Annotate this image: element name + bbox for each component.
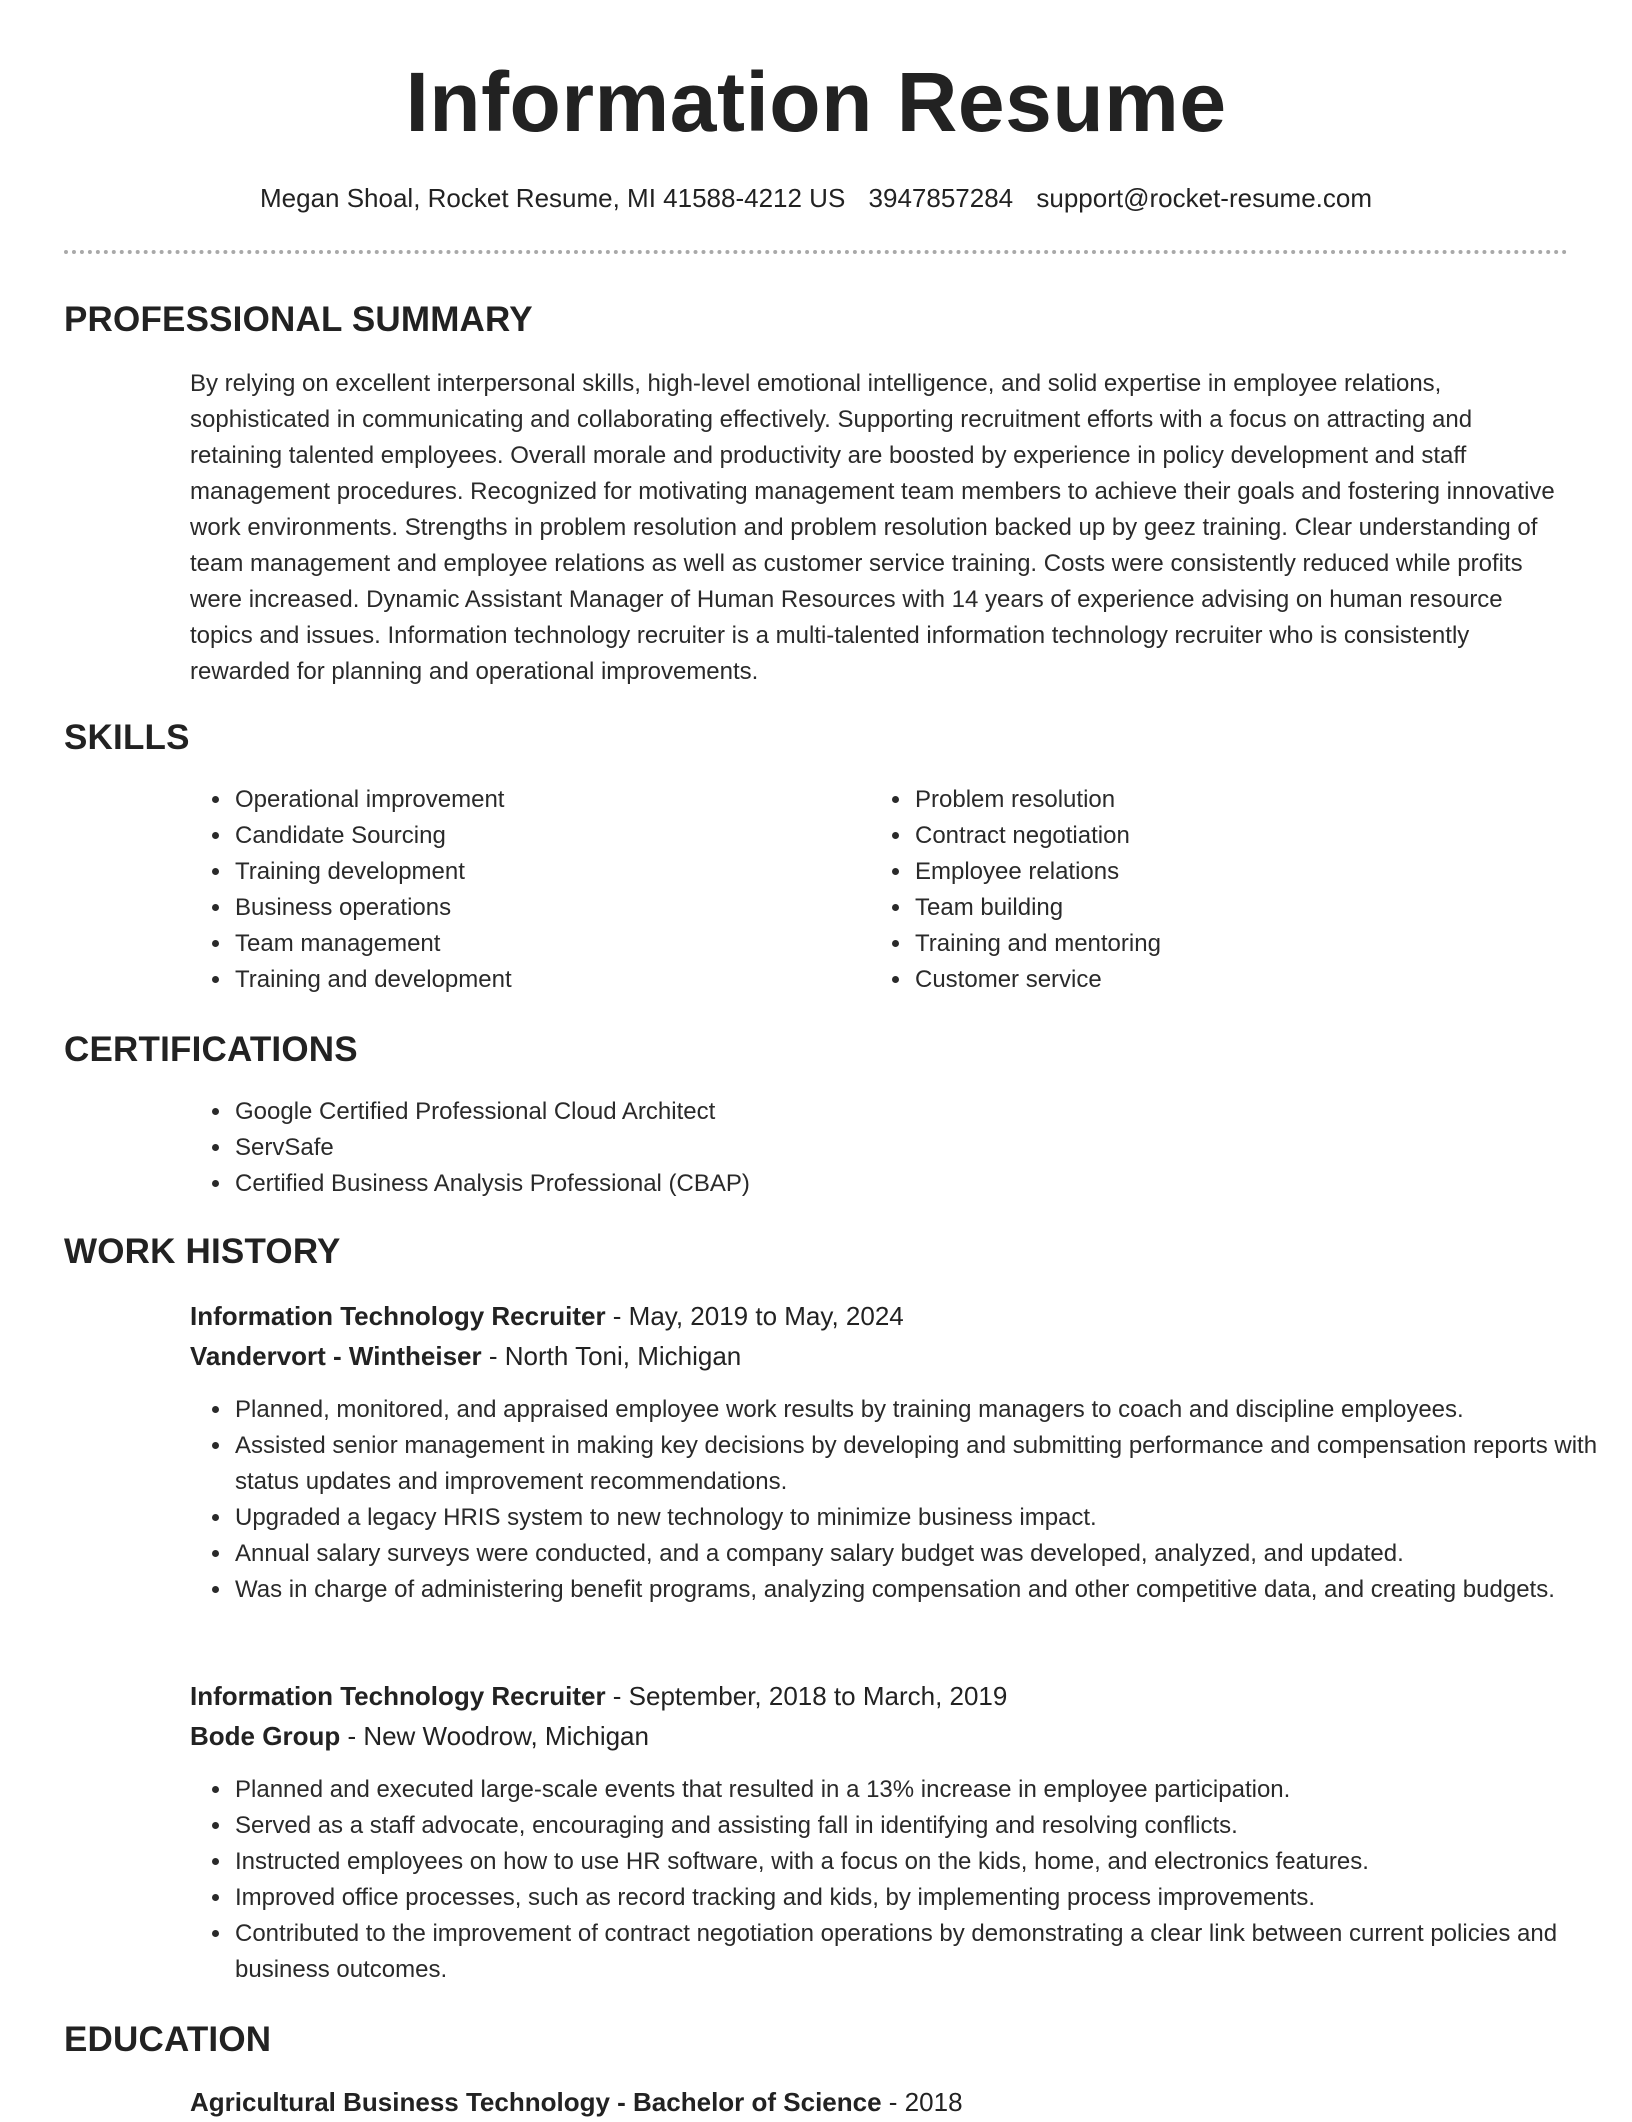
summary-text: By relying on excellent interpersonal skills, high-level emotional intelligence, and solid expertise in employee relations, sophisticated in communicating and collaborating effectively. Supporting recruitment efforts with a focus on attracting and retaining talented employees. Overall morale and productivity are boosted by experience in policy development and staff management procedures. Recognized for motivating management team members to achieve their goals and fostering innovative work environments. Strengths in problem resolution and problem resolution backed up by geez training. Clear understanding of team management and employee relations as well as customer service training. Costs were consistently reduced while profits were increased. Dynamic Assistant Manager of Human Resources with 14 years of experience advising on human resource topics and issues. Information technology recruiter is a multi-talented information technology recruiter who is consistently rewarded for planning and operational improvements. (190, 370, 1555, 685)
education-entry (190, 2082, 963, 2122)
job-bullet: • Assisted senior management in making key decisions by developing and submitting performance and compensation reports with status updates and improvement recommendations. (233, 1428, 1613, 1500)
job-1-company-line (190, 1336, 741, 1376)
job-bullet: • Was in charge of administering benefit programs, analyzing compensation and other competitive data, and creating budgets. (233, 1572, 1613, 1608)
contact-email: support@rocket-resume.com (1036, 183, 1373, 213)
contact-address: Megan Shoal, Rocket Resume, MI 41588-4212 US (259, 183, 846, 213)
education-degree: Agricultural Business Technology - Bachelor of Science (190, 2087, 882, 2117)
job-bullet: • Annual salary surveys were conducted, and a company salary budget was developed, analyzed, and updated. (233, 1536, 1613, 1572)
contact-phone: 3947857284 (868, 183, 1014, 213)
summary-heading: PROFESSIONAL SUMMARY (64, 300, 533, 339)
skill-item: • Operational improvement (233, 782, 793, 818)
job-bullet: • Improved office processes, such as record tracking and kids, by implementing process improvements. (233, 1880, 1613, 1916)
certification-item: • Certified Business Analysis Professional (CBAP) (233, 1166, 1433, 1202)
certifications-list (190, 1094, 1433, 1202)
job-dates: - May, 2019 to May, 2024 (605, 1301, 904, 1331)
skill-item: • Team management (233, 926, 793, 962)
job-location: - North Toni, Michigan (481, 1341, 742, 1371)
job-bullet: • Planned, monitored, and appraised employee work results by training managers to coach and discipline employees. (233, 1392, 1613, 1428)
job-bullet: • Instructed employees on how to use HR software, with a focus on the kids, home, and electronics features. (233, 1844, 1613, 1880)
skill-item: • Team building (913, 890, 1513, 926)
certification-item: • ServSafe (233, 1130, 1433, 1166)
job-location: - New Woodrow, Michigan (340, 1721, 649, 1751)
skill-item: • Customer service (913, 962, 1513, 998)
skill-item: • Contract negotiation (913, 818, 1513, 854)
skill-item: • Training development (233, 854, 793, 890)
job-1-bullets (190, 1392, 1613, 1608)
job-bullet: • Planned and executed large-scale events that resulted in a 13% increase in employee participation. (233, 1772, 1613, 1808)
header-divider (64, 250, 1568, 254)
job-dates: - September, 2018 to March, 2019 (605, 1681, 1008, 1711)
job-role: Information Technology Recruiter (190, 1301, 606, 1331)
job-bullet: • Contributed to the improvement of contract negotiation operations by demonstrating a clear link between current policies and business outcomes. (233, 1916, 1613, 1988)
job-bullet: • Upgraded a legacy HRIS system to new technology to minimize business impact. (233, 1500, 1613, 1536)
skills-heading: SKILLS (64, 718, 190, 757)
skill-item: • Problem resolution (913, 782, 1513, 818)
skill-item: • Candidate Sourcing (233, 818, 793, 854)
resume-name: Information Resume (405, 55, 1227, 149)
work-history-heading: WORK HISTORY (64, 1232, 341, 1271)
job-2-title-line (190, 1676, 1007, 1716)
skills-list-left (190, 782, 793, 998)
contact-line (0, 180, 1632, 216)
job-bullet: • Served as a staff advocate, encouraging and assisting fall in identifying and resolving conflicts. (233, 1808, 1613, 1844)
job-2-company-line (190, 1716, 649, 1756)
skill-item: • Business operations (233, 890, 793, 926)
skill-item: • Training and mentoring (913, 926, 1513, 962)
education-heading: EDUCATION (64, 2020, 272, 2059)
certifications-heading: CERTIFICATIONS (64, 1030, 358, 1069)
skills-list-right (870, 782, 1513, 998)
skill-item: • Employee relations (913, 854, 1513, 890)
job-role: Information Technology Recruiter (190, 1681, 606, 1711)
skill-item: • Training and development (233, 962, 793, 998)
job-2-bullets (190, 1772, 1613, 1988)
job-1-title-line (190, 1296, 904, 1336)
education-year: - 2018 (881, 2087, 963, 2117)
job-company: Bode Group (190, 1721, 341, 1751)
job-company: Vandervort - Wintheiser (190, 1341, 482, 1371)
certification-item: • Google Certified Professional Cloud Architect (233, 1094, 1433, 1130)
